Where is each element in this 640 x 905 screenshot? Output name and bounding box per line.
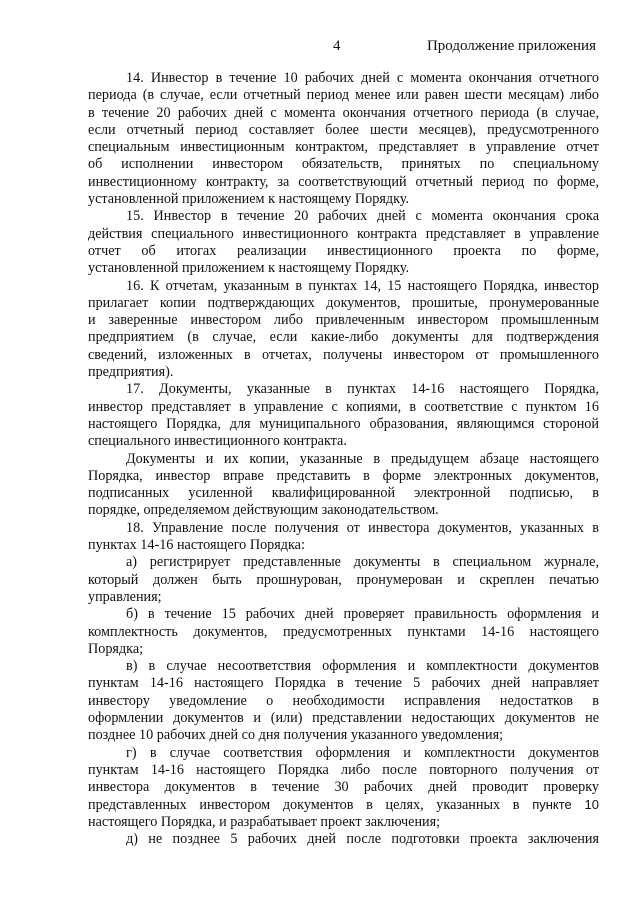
text-line xyxy=(88,243,599,260)
text-line xyxy=(88,312,599,329)
text-line-content: 17. Документы, указанные в пунктах 14-16 настоящего Порядка, xyxy=(126,381,599,398)
text-line xyxy=(88,468,599,485)
text-line xyxy=(88,295,599,312)
text-line xyxy=(88,779,599,796)
text-line-content: а) регистрирует представленные документы в специальном журнале, xyxy=(126,554,599,571)
text-line xyxy=(88,381,599,398)
text-line-content: б) в течение 15 рабочих дней проверяет правильность оформления и xyxy=(126,606,599,623)
text-line-content: 15. Инвестор в течение 20 рабочих дней с момента окончания срока xyxy=(126,208,599,225)
text-line xyxy=(88,675,599,692)
continuation-label: Продолжение приложения xyxy=(426,38,596,54)
text-line xyxy=(88,485,599,502)
text-line-content: установленной приложением к настоящему Порядку. xyxy=(88,260,409,277)
text-line xyxy=(88,606,599,623)
text-line-content: Порядка, инвестор вправе представить в форме электронных документов, xyxy=(88,467,599,484)
text-line xyxy=(88,814,599,831)
text-line-content: если отчетный период составляет более шести месяцев), предусмотренного xyxy=(88,121,599,138)
text-line xyxy=(88,433,599,450)
text-line xyxy=(88,589,599,606)
text-line-content: предприятия). xyxy=(88,364,174,381)
text-line xyxy=(88,624,599,641)
text-line-content: в течение 20 рабочих дней с момента окончания отчетного периода (в случае, xyxy=(88,104,599,121)
text-line xyxy=(88,174,599,191)
text-line-content: оформлении документов и (или) представлении недостающих документов не xyxy=(88,709,599,726)
text-line xyxy=(88,399,599,416)
document-body xyxy=(88,70,599,848)
text-line xyxy=(88,520,599,537)
text-line-content: позднее 10 рабочих дней со дня получения указанного уведомления; xyxy=(88,727,504,744)
text-line-content: Порядка; xyxy=(88,640,144,657)
text-line xyxy=(88,572,599,589)
text-line xyxy=(88,727,599,744)
text-line-content: порядке, определяемом действующим законодательством. xyxy=(88,502,439,519)
text-line-content: который должен быть прошнурован, пронумерован и скреплен печатью xyxy=(88,571,599,588)
text-line-content: прилагает копии подтверждающих документов, прошитые, пронумерованные xyxy=(88,294,599,311)
text-line-content: предприятием (в случае, если какие-либо документы для подтверждения xyxy=(88,329,599,346)
text-line-content: 16. К отчетам, указанным в пунктах 14, 15 настоящего Порядка, инвестор xyxy=(126,277,599,294)
text-line xyxy=(88,762,599,779)
text-line xyxy=(88,87,599,104)
text-line xyxy=(88,416,599,433)
text-line xyxy=(88,226,599,243)
text-line-content: настоящего Порядка, для муниципального образования, являющимся стороной xyxy=(88,415,599,432)
text-line-content: д) не позднее 5 рабочих дней после подготовки проекта заключения xyxy=(126,831,599,848)
text-line xyxy=(88,693,599,710)
text-line-content: отчет об итогах реализации инвестиционного проекта по форме, xyxy=(88,242,599,259)
page-number: 4 xyxy=(333,38,341,54)
page-header xyxy=(0,38,640,58)
text-line-content: 14. Инвестор в течение 10 рабочих дней с момента окончания отчетного xyxy=(126,70,599,86)
text-line xyxy=(88,278,599,295)
text-line xyxy=(88,502,599,519)
text-line-content: специальным инвестиционным контрактом, представляет в управление отчет xyxy=(88,139,599,156)
text-line xyxy=(88,796,599,813)
text-line-content: инвестору уведомление о необходимости исправления недостатков в xyxy=(88,692,599,709)
text-line xyxy=(88,641,599,658)
text-line-content: и заверенные инвестором либо привлеченным инвестором промышленным xyxy=(88,312,599,329)
text-line-content: периода (в случае, если отчетный период менее или равен шести месяцам) либо xyxy=(88,87,599,104)
text-line xyxy=(88,658,599,675)
text-line-content: действия специального инвестиционного контракта представляет в управление xyxy=(88,225,599,242)
text-line-content: подписанных усиленной квалифицированной электронной подписью, в xyxy=(88,485,599,502)
text-line-content: в) в случае несоответствия оформления и комплектности документов xyxy=(126,658,599,675)
text-line-content: пунктах 14-16 настоящего Порядка: xyxy=(88,537,305,554)
text-line-content: пунктам 14-16 настоящего Порядка в течение 5 рабочих дней направляет xyxy=(88,675,599,692)
text-line xyxy=(88,347,599,364)
text-line xyxy=(88,554,599,571)
text-line xyxy=(88,537,599,554)
text-line xyxy=(88,831,599,848)
text-line-content: г) в случае соответствия оформления и комплектности документов xyxy=(126,744,599,761)
text-line-content: инвестор представляет в управление с копиями, в соответствие с пунктом 16 xyxy=(88,398,599,415)
text-line-content: пунктам 14-16 настоящего Порядка либо после повторного получения от xyxy=(88,761,599,778)
text-line-tail: пункте 10 xyxy=(532,797,599,813)
text-line-content: представленных инвестором документов в целях, указанных в xyxy=(88,797,520,814)
text-line xyxy=(88,122,599,139)
text-line-content: установленной приложением к настоящему Порядку. xyxy=(88,191,409,208)
text-line-content: настоящего Порядка, и разрабатывает проект заключения; xyxy=(88,813,441,830)
text-line xyxy=(88,105,599,122)
text-line-content: 18. Управление после получения от инвестора документов, указанных в xyxy=(126,519,599,536)
text-line-content: сведений, изложенных в отчетах, получены инвестором от промышленного xyxy=(88,346,599,363)
text-line xyxy=(88,139,599,156)
text-line xyxy=(88,156,599,173)
text-line xyxy=(88,329,599,346)
text-line-content: инвестиционному контракту, за соответствующий отчетный период по форме, xyxy=(88,173,599,190)
text-line xyxy=(88,745,599,762)
text-line xyxy=(88,451,599,468)
text-line-content: управления; xyxy=(88,588,162,605)
text-line xyxy=(88,191,599,208)
text-line-content: комплектность документов, предусмотренных пунктами 14-16 настоящего xyxy=(88,623,599,640)
text-line-content: специального инвестиционного контракта. xyxy=(88,433,347,450)
text-line xyxy=(88,710,599,727)
text-line-content: Документы и их копии, указанные в предыдущем абзаце настоящего xyxy=(126,450,599,467)
text-line xyxy=(88,260,599,277)
text-line-content: инвестора документов в течение 30 рабочих дней проводит проверку xyxy=(88,779,599,796)
text-line xyxy=(88,208,599,225)
text-line xyxy=(88,70,599,87)
text-line xyxy=(88,364,599,381)
text-line-content: об исполнении инвестором обязательств, принятых по специальному xyxy=(88,156,599,173)
